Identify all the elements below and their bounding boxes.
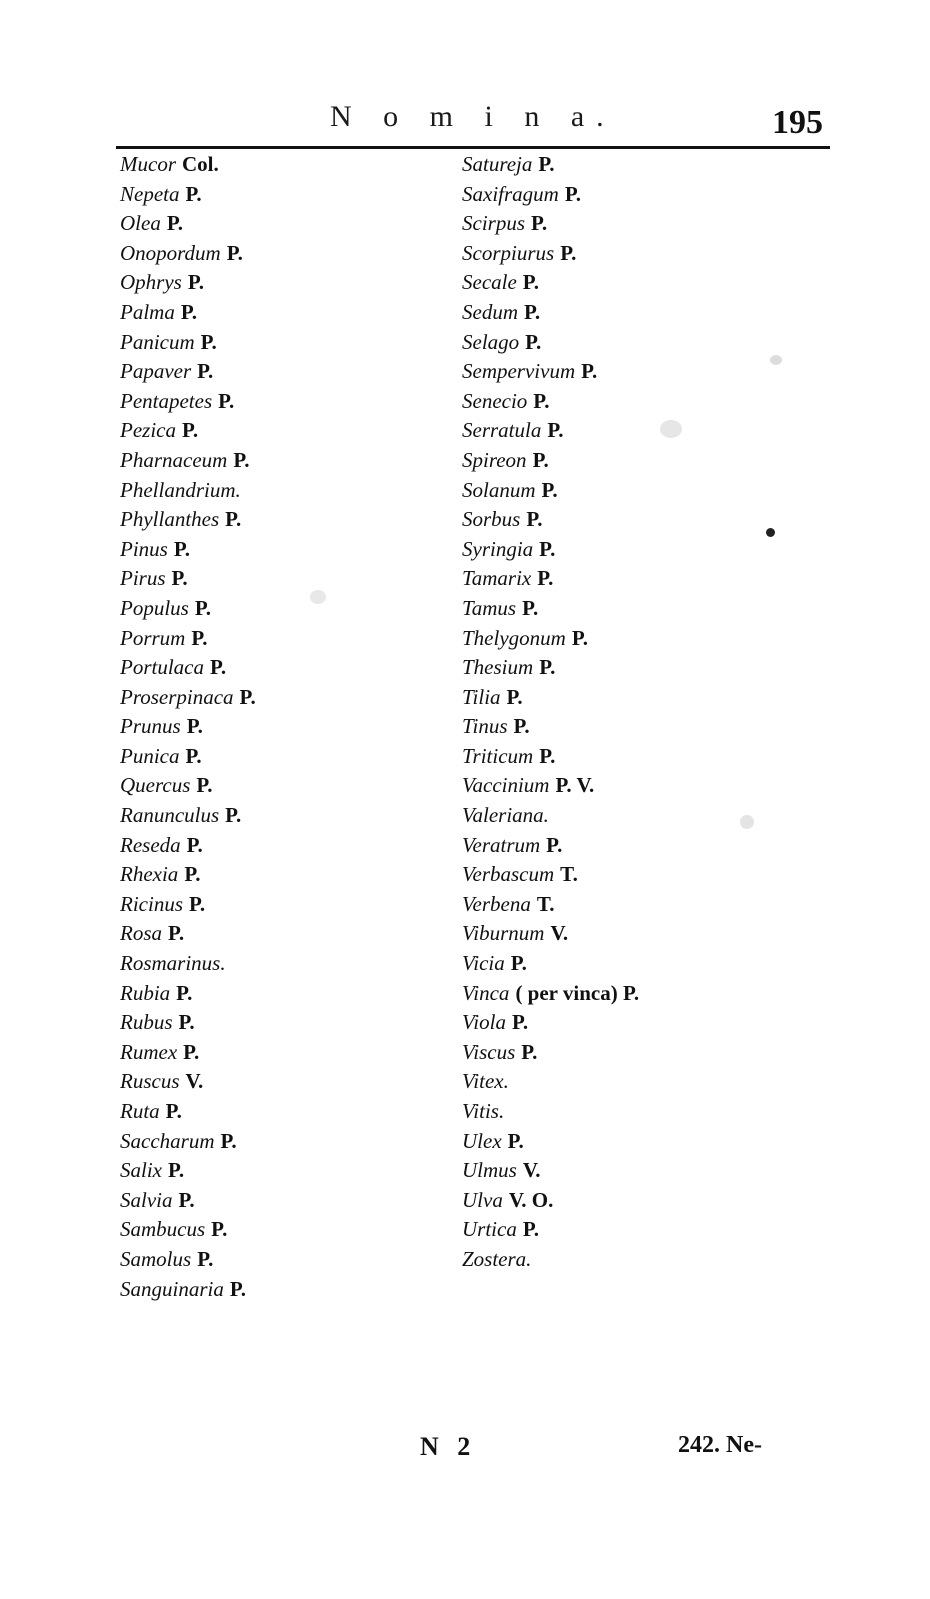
plant-entry <box>120 180 256 210</box>
genus-name: Sorbus <box>462 507 521 532</box>
genus-name: Papaver <box>120 359 192 384</box>
genus-name: Onopordum <box>120 240 221 265</box>
genus-name: Zostera. <box>462 1246 532 1271</box>
source-abbrev: P. <box>178 1187 195 1212</box>
genus-name: Ulva <box>462 1187 503 1212</box>
source-abbrev: P. <box>184 862 201 887</box>
plant-entry <box>120 979 256 1009</box>
source-abbrev: P. <box>233 447 250 472</box>
paper-speck <box>766 528 775 537</box>
source-abbrev: P. <box>524 299 541 324</box>
source-abbrev: P. <box>181 418 199 443</box>
source-abbrev: P. <box>532 447 549 472</box>
plant-entry <box>120 831 256 861</box>
genus-name: Reseda <box>120 832 181 857</box>
genus-name: Rosa <box>120 921 162 946</box>
plant-entry <box>462 180 639 210</box>
genus-name: Tinus <box>462 714 508 739</box>
genus-name: Populus <box>120 595 189 620</box>
genus-name: Scorpiurus <box>462 240 555 265</box>
source-abbrev: V. <box>522 1158 541 1183</box>
genus-name: Pharnaceum <box>120 447 228 472</box>
plant-entry <box>120 1038 256 1068</box>
genus-name: Punica <box>120 743 180 768</box>
genus-name: Olea <box>120 211 161 236</box>
source-abbrev: P. <box>526 507 543 532</box>
plant-entry <box>462 1186 639 1216</box>
plant-entry <box>120 712 256 742</box>
genus-name: Mucor <box>120 152 176 176</box>
genus-name: Selago <box>462 329 520 354</box>
genus-name: Ruta <box>120 1099 160 1123</box>
source-abbrev: V. <box>185 1069 204 1094</box>
source-abbrev: P. <box>533 388 550 413</box>
genus-name: Viburnum <box>462 921 545 946</box>
source-abbrev: P. <box>239 684 256 709</box>
source-abbrev: T. <box>536 891 555 916</box>
plant-entry <box>120 624 256 654</box>
plant-entry <box>462 624 639 654</box>
genus-name: Vicia <box>462 951 505 976</box>
genus-name: Rhexia <box>120 862 179 887</box>
source-abbrev: P. <box>178 1010 195 1035</box>
plant-entry <box>462 594 639 624</box>
source-abbrev: P. <box>541 477 558 502</box>
genus-name: Saccharum <box>120 1128 215 1153</box>
source-abbrev: P. <box>522 1217 539 1242</box>
plant-entry <box>120 535 256 565</box>
plant-entry <box>462 919 639 949</box>
source-abbrev: V. O. <box>508 1187 554 1212</box>
source-abbrev: P. <box>196 773 213 798</box>
source-abbrev: P. <box>186 714 203 739</box>
source-abbrev: P. <box>546 832 563 857</box>
source-abbrev: P. <box>165 1099 182 1123</box>
genus-name: Nepeta <box>120 181 180 206</box>
source-abbrev: P. <box>197 1246 214 1271</box>
genus-name: Spireon <box>462 447 527 472</box>
genus-name: Viola <box>462 1010 506 1035</box>
source-abbrev: P. <box>197 359 214 384</box>
genus-name: Rosmarinus. <box>120 951 226 976</box>
source-abbrev: P. <box>185 181 202 206</box>
genus-name: Verbena <box>462 891 531 916</box>
paper-speck <box>310 590 326 604</box>
genus-name: Saxifragum <box>462 181 559 206</box>
genus-name: Vaccinium <box>462 773 550 798</box>
source-abbrev: P. V. <box>555 773 595 798</box>
plant-entry <box>462 1038 639 1068</box>
genus-name: Serratula <box>462 418 542 443</box>
plant-entry <box>120 890 256 920</box>
plant-entry <box>120 1156 256 1186</box>
plant-entry <box>462 476 639 506</box>
plant-entry <box>462 357 639 387</box>
genus-name: Urtica <box>462 1217 517 1242</box>
genus-name: Triticum <box>462 743 534 768</box>
genus-name: Ricinus <box>120 891 183 916</box>
running-head: N o m i n a. <box>330 100 616 133</box>
source-abbrev: P. <box>539 743 556 768</box>
source-abbrev: P. <box>186 832 203 857</box>
source-abbrev: P. <box>191 625 208 650</box>
plant-entry <box>120 1215 256 1245</box>
plant-entry <box>462 771 639 801</box>
source-abbrev: P. <box>168 921 185 946</box>
genus-name: Ranunculus <box>120 803 220 828</box>
plant-entry <box>120 771 256 801</box>
source-abbrev: P. <box>539 536 556 561</box>
genus-name: Tamarix <box>462 566 532 591</box>
plant-entry <box>120 1245 256 1275</box>
right-column-list <box>462 150 639 1275</box>
genus-name: Rumex <box>120 1039 178 1064</box>
genus-name: Scirpus <box>462 211 525 236</box>
plant-entry <box>462 1127 639 1157</box>
plant-entry <box>462 268 639 298</box>
source-abbrev: P. <box>506 684 523 709</box>
source-abbrev: P. <box>218 388 235 413</box>
source-abbrev: P. <box>210 655 227 680</box>
plant-entry <box>120 298 256 328</box>
plant-entry <box>120 594 256 624</box>
plant-entry <box>462 801 639 831</box>
genus-name: Sempervivum <box>462 359 576 384</box>
plant-entry <box>462 860 639 890</box>
source-abbrev: P. <box>226 240 243 265</box>
plant-entry <box>462 239 639 269</box>
genus-name: Porrum <box>120 625 186 650</box>
paper-speck <box>770 355 782 365</box>
plant-entry <box>120 653 256 683</box>
plant-entry <box>120 150 256 180</box>
paper-speck <box>740 815 754 829</box>
source-abbrev: P. <box>189 891 206 916</box>
genus-name: Sanguinaria <box>120 1276 224 1301</box>
genus-name: Sedum <box>462 299 518 324</box>
source-abbrev: P. <box>531 211 548 236</box>
source-abbrev: T. <box>560 862 578 887</box>
genus-name: Ruscus <box>120 1069 180 1094</box>
source-abbrev: P. <box>225 803 242 828</box>
genus-name: Thelygonum <box>462 625 566 650</box>
plant-entry <box>120 357 256 387</box>
genus-name: Palma <box>120 299 175 324</box>
genus-name: Vitex. <box>462 1069 509 1094</box>
plant-entry <box>120 949 256 979</box>
genus-name: Rubia <box>120 980 171 1005</box>
plant-entry <box>120 505 256 535</box>
plant-entry <box>120 860 256 890</box>
plant-entry <box>462 564 639 594</box>
plant-entry <box>120 387 256 417</box>
plant-entry <box>120 328 256 358</box>
genus-name: Syringia <box>462 536 534 561</box>
source-abbrev: P. <box>510 951 527 976</box>
source-abbrev: P. <box>513 714 530 739</box>
source-abbrev: P. <box>547 418 564 443</box>
plant-entry <box>462 742 639 772</box>
genus-name: Tamus <box>462 595 517 620</box>
plant-entry <box>120 1186 256 1216</box>
source-abbrev: Col. <box>182 152 219 176</box>
genus-name: Proserpinaca <box>120 684 234 709</box>
genus-name: Viscus <box>462 1039 516 1064</box>
plant-entry <box>462 387 639 417</box>
plant-entry <box>462 209 639 239</box>
source-abbrev: P. <box>538 152 555 176</box>
plant-entry <box>120 446 256 476</box>
plant-entry <box>462 535 639 565</box>
plant-entry <box>120 801 256 831</box>
source-abbrev: P. <box>537 566 554 591</box>
genus-name: Valeriana. <box>462 803 549 828</box>
genus-name: Salvia <box>120 1187 173 1212</box>
genus-name: Pentapetes <box>120 388 213 413</box>
plant-entry <box>462 890 639 920</box>
genus-name: Satureja <box>462 152 533 176</box>
genus-name: Sambucus <box>120 1217 206 1242</box>
source-abbrev: P. <box>171 566 188 591</box>
plant-entry <box>120 919 256 949</box>
plant-entry <box>462 505 639 535</box>
plant-entry <box>120 1067 256 1097</box>
genus-name: Portulaca <box>120 655 204 680</box>
catchword: 242. Ne- <box>678 1432 762 1458</box>
page-number: 195 <box>772 104 823 141</box>
source-abbrev: P. <box>220 1128 237 1153</box>
plant-entry <box>462 979 639 1009</box>
source-abbrev: P. <box>176 980 193 1005</box>
plant-entry <box>462 1008 639 1038</box>
plant-entry <box>120 1127 256 1157</box>
plant-entry <box>120 742 256 772</box>
genus-name: Secale <box>462 270 517 295</box>
source-abbrev: P. <box>521 1039 538 1064</box>
plant-entry <box>462 712 639 742</box>
plant-entry <box>462 1067 639 1097</box>
source-abbrev: P. <box>200 329 217 354</box>
genus-name: Pirus <box>120 566 166 591</box>
source-abbrev: P. <box>511 1010 529 1035</box>
source-abbrev: P. <box>211 1217 228 1242</box>
genus-name: Solanum <box>462 477 536 502</box>
source-abbrev: P. <box>564 181 581 206</box>
genus-name: Panicum <box>120 329 195 354</box>
genus-name: Veratrum <box>462 832 541 857</box>
plant-entry <box>120 268 256 298</box>
source-abbrev: P. <box>560 240 577 265</box>
plant-entry <box>462 831 639 861</box>
plant-entry <box>462 328 639 358</box>
plant-entry <box>120 1008 256 1038</box>
source-abbrev: P. <box>539 655 556 680</box>
plant-entry <box>120 564 256 594</box>
plant-entry <box>120 476 256 506</box>
source-abbrev: P. <box>525 329 542 354</box>
source-abbrev: P. <box>571 625 588 650</box>
plant-entry <box>462 150 639 180</box>
genus-name: Pinus <box>120 536 168 561</box>
plant-entry <box>120 1097 256 1127</box>
source-abbrev: P. <box>522 595 539 620</box>
plant-entry <box>462 683 639 713</box>
genus-name: Samolus <box>120 1246 192 1271</box>
source-abbrev: P. <box>225 507 242 532</box>
genus-name: Thesium <box>462 655 534 680</box>
plant-entry <box>120 239 256 269</box>
plant-entry <box>462 653 639 683</box>
plant-entry <box>120 416 256 446</box>
genus-name: Quercus <box>120 773 191 798</box>
genus-name: Ophrys <box>120 270 182 295</box>
genus-name: Vinca <box>462 980 510 1005</box>
source-abbrev: P. <box>507 1128 524 1153</box>
source-abbrev: P. <box>166 211 183 236</box>
genus-name: Pezica <box>120 418 176 443</box>
source-abbrev: P. <box>173 536 190 561</box>
source-abbrev: P. <box>522 270 539 295</box>
source-abbrev: P. <box>183 1039 200 1064</box>
source-abbrev: ( per vinca) P. <box>515 980 640 1005</box>
plant-entry <box>462 1156 639 1186</box>
source-abbrev: P. <box>229 1276 246 1301</box>
genus-name: Salix <box>120 1158 162 1183</box>
plant-entry <box>462 416 639 446</box>
source-abbrev: V. <box>550 921 569 946</box>
plant-entry <box>120 209 256 239</box>
left-column-list <box>120 150 256 1304</box>
genus-name: Ulex <box>462 1128 502 1153</box>
genus-name: Rubus <box>120 1010 173 1035</box>
genus-name: Verbascum <box>462 862 555 887</box>
signature-mark: N 2 <box>420 1432 477 1461</box>
plant-entry <box>120 1275 256 1305</box>
plant-entry <box>462 1097 639 1127</box>
source-abbrev: P. <box>180 299 197 324</box>
plant-entry <box>462 949 639 979</box>
genus-name: Tilia <box>462 684 501 709</box>
plant-entry <box>462 1215 639 1245</box>
source-abbrev: P. <box>168 1158 185 1183</box>
genus-name: Vitis. <box>462 1099 505 1123</box>
genus-name: Phyllanthes <box>120 507 220 532</box>
plant-entry <box>462 298 639 328</box>
header-rule <box>116 146 830 149</box>
genus-name: Phellandrium. <box>120 477 241 502</box>
plant-entry <box>462 446 639 476</box>
source-abbrev: P. <box>185 743 202 768</box>
genus-name: Senecio <box>462 388 528 413</box>
paper-speck <box>660 420 682 438</box>
plant-entry <box>120 683 256 713</box>
genus-name: Ulmus <box>462 1158 517 1183</box>
plant-entry <box>462 1245 639 1275</box>
source-abbrev: P. <box>187 270 204 295</box>
source-abbrev: P. <box>581 359 598 384</box>
source-abbrev: P. <box>194 595 211 620</box>
genus-name: Prunus <box>120 714 181 739</box>
